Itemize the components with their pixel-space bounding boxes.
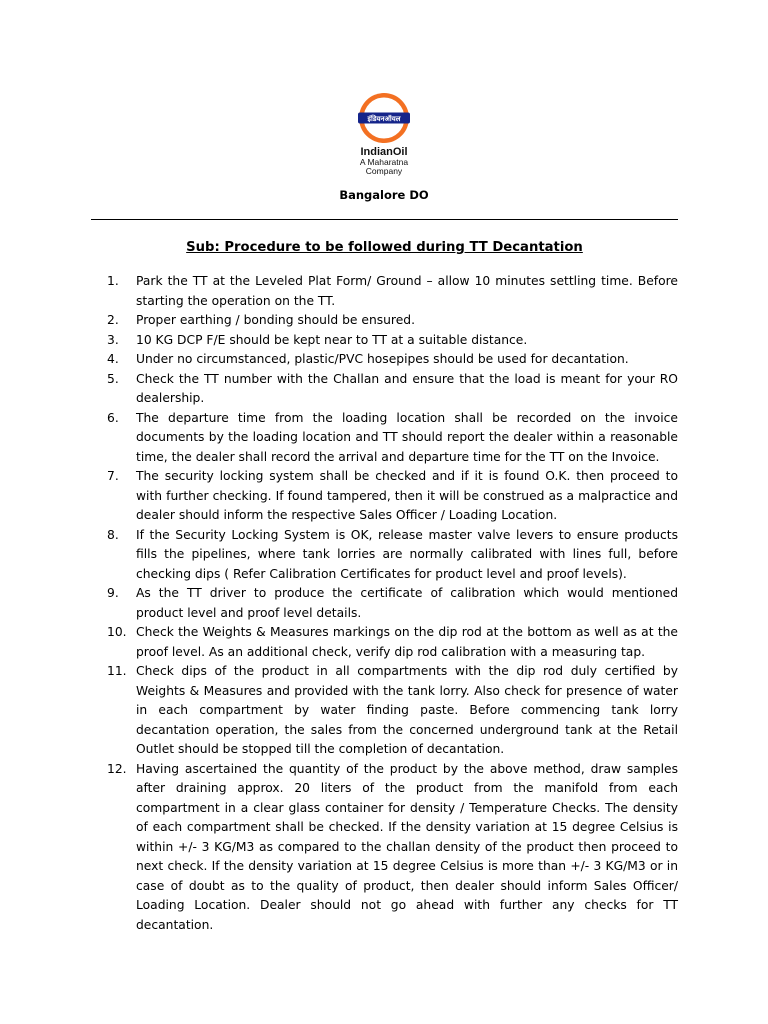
brand-tagline-line-1: A Maharatna bbox=[359, 157, 409, 167]
procedure-step bbox=[107, 370, 678, 409]
step-number: 12. bbox=[107, 761, 127, 776]
logo-script: इंडियनऑयल bbox=[367, 115, 401, 124]
step-number: 2. bbox=[107, 313, 119, 327]
step-number: 1. bbox=[107, 274, 119, 288]
brand-tagline-line-2: Company bbox=[365, 166, 403, 176]
step-text: Proper earthing / bonding should be ensured. bbox=[136, 313, 415, 327]
step-number: 5. bbox=[107, 371, 119, 386]
procedure-step bbox=[107, 584, 678, 623]
step-text: Check dips of the product in all compartments with the dip rod duly certified by Weights & Measures and provided with the tank lorry. Also check for presence of water in each compartment by water finding paste. Before commencing tank lorry decantation operation, the sales from the concerned underground tank at the Retail Outlet should be stopped till the completion of decantation. bbox=[136, 664, 678, 756]
procedure-step bbox=[107, 350, 678, 370]
procedure-step bbox=[107, 526, 678, 585]
procedure-step bbox=[107, 760, 678, 936]
letterhead bbox=[334, 92, 434, 176]
procedure-step bbox=[107, 623, 678, 662]
step-number: 11. bbox=[107, 664, 127, 678]
step-text: As the TT driver to produce the certificate of calibration which would mentioned product level and proof level details. bbox=[136, 586, 678, 620]
step-number: 6. bbox=[107, 410, 119, 425]
step-number: 7. bbox=[107, 469, 119, 483]
procedure-step bbox=[107, 662, 678, 760]
step-number: 8. bbox=[107, 527, 119, 542]
procedure-step bbox=[107, 311, 678, 331]
procedure-step bbox=[107, 331, 678, 351]
indianoil-logo-icon bbox=[355, 92, 413, 144]
step-text: The departure time from the loading location shall be recorded on the invoice documents by the loading location and TT should report the dealer within a reasonable time, the dealer shall record the arrival and departure time for the TT on the Invoice. bbox=[136, 410, 678, 464]
step-text: Under no circumstanced, plastic/PVC hosepipes should be used for decantation. bbox=[136, 352, 629, 366]
procedure-step bbox=[107, 409, 678, 468]
office-name: Bangalore DO bbox=[339, 188, 429, 202]
step-text: 10 KG DCP F/E should be kept near to TT at a suitable distance. bbox=[136, 332, 528, 347]
procedure-list bbox=[107, 272, 678, 935]
step-number: 3. bbox=[107, 332, 119, 347]
step-number: 10. bbox=[107, 625, 127, 639]
step-text: If the Security Locking System is OK, release master valve levers to ensure products fills the pipelines, where tank lorries are normally calibrated with lines full, before checking dips ( Refer Calibration Certificates for product level and proof levels). bbox=[136, 527, 678, 581]
procedure-step bbox=[107, 272, 678, 311]
step-text: Park the TT at the Leveled Plat Form/ Ground – allow 10 minutes settling time. Before starting the operation on the TT. bbox=[136, 274, 678, 308]
subject-heading: Sub: Procedure to be followed during TT Decantation bbox=[186, 240, 583, 255]
brand-name: IndianOil bbox=[360, 146, 408, 158]
step-text: Having ascertained the quantity of the product by the above method, draw samples after draining approx. 20 liters of the product from the manifold from each compartment in a clear glass container for density / Temperature Checks. The density of each compartment shall be checked. If the density variation at 15 degree Celsius is within +/- 3 KG/M3 as compared to the challan density of the product then proceed to next check. If the density variation at 15 degree Celsius is more than +/- 3 KG/M3 or in case of doubt as to the quality of product, then dealer should inform Sales Officer/ Loading Location. Dealer should not go ahead with further any checks for TT decantation. bbox=[136, 761, 678, 932]
step-number: 4. bbox=[107, 352, 119, 366]
procedure-step bbox=[107, 467, 678, 526]
step-text: Check the Weights & Measures markings on the dip rod at the bottom as well as at the proof level. As an additional check, verify dip rod calibration with a measuring tap. bbox=[136, 625, 678, 659]
header-divider bbox=[91, 219, 678, 220]
step-text: Check the TT number with the Challan and ensure that the load is meant for your RO dealership. bbox=[136, 371, 678, 405]
step-text: The security locking system shall be checked and if it is found O.K. then proceed to with further checking. If found tampered, then it will be construed as a malpractice and dealer should inform the respective Sales Officer / Loading Location. bbox=[136, 469, 678, 522]
step-number: 9. bbox=[107, 586, 119, 600]
